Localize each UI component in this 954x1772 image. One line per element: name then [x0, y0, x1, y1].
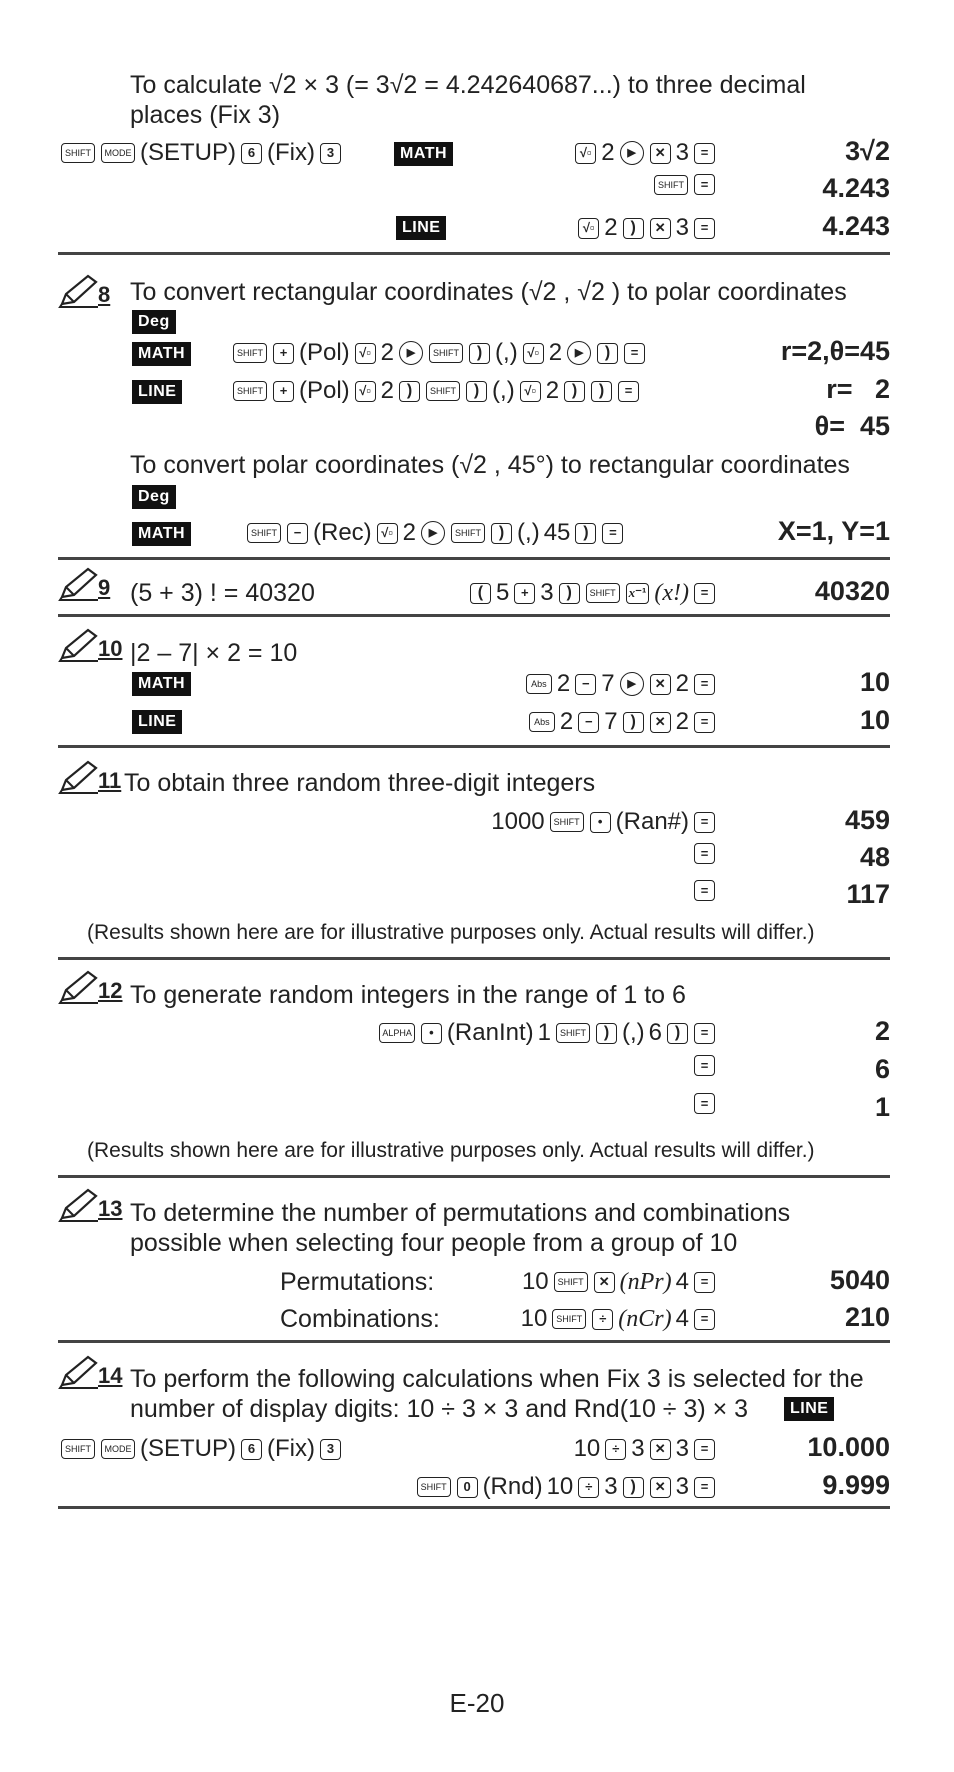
comma-label: (,) — [492, 377, 515, 404]
setup-label: (SETUP) — [140, 139, 236, 166]
minus-key: − — [287, 523, 308, 544]
right-arrow-key: ▶ — [620, 672, 644, 696]
ranint-note: (Results shown here are for illustrative purposes only. Actual results will differ.) — [87, 1139, 815, 1162]
equals-key: = — [694, 1477, 715, 1498]
multiply-key: ✕ — [650, 674, 671, 695]
pencil-icon — [58, 1188, 98, 1222]
shift-key: SHIFT — [586, 583, 620, 603]
line-mode-tag: LINE — [396, 216, 446, 240]
example-number: 12 — [98, 978, 123, 1003]
divide-key: ÷ — [592, 1309, 613, 1330]
section-divider — [58, 252, 890, 255]
equals-key: = — [694, 1023, 715, 1044]
plus-key: + — [273, 381, 294, 402]
close-paren-key: ) — [575, 523, 596, 544]
three-key: 3 — [320, 1439, 341, 1460]
example-14-line1: To perform the following calculations when Fix 3 is selected for the — [130, 1365, 864, 1393]
equals-key: = — [694, 843, 715, 864]
intro-result-3: 4.243 — [822, 211, 890, 241]
ranint-sequence: ALPHA • (RanInt) 1 SHIFT ) (,) 6 ) = — [378, 1017, 716, 1049]
equals-key: = — [694, 218, 715, 239]
section-divider — [58, 557, 890, 560]
permutations-label: Permutations: — [280, 1268, 435, 1296]
fix-setup-sequence — [60, 1433, 342, 1465]
rnd-label: (Rnd) — [482, 1473, 543, 1500]
six-key: 6 — [241, 1439, 262, 1460]
multiply-key: ✕ — [650, 1477, 671, 1498]
shift-key: SHIFT — [247, 523, 281, 543]
example-number: 13 — [98, 1196, 123, 1221]
example-13-line1: To determine the number of permutations and combinations — [130, 1199, 791, 1227]
pol-line-sequence: SHIFT + (Pol) √▫ 2 ) SHIFT ) (,) √▫ 2 ) ) = — [232, 375, 640, 407]
sqrt-key: √▫ — [575, 143, 596, 164]
shift-key: SHIFT — [233, 381, 267, 401]
shift-key: SHIFT — [417, 1477, 451, 1497]
intro-shift-equals — [653, 174, 716, 195]
combinations-label: Combinations: — [280, 1305, 440, 1333]
equals-key: = — [694, 1309, 715, 1330]
rec-math-sequence: SHIFT − (Rec) √▫ 2 ▶ SHIFT ) (,) 45 ) = — [246, 517, 624, 549]
close-paren-key: ) — [623, 218, 644, 239]
section-divider — [58, 1340, 890, 1343]
abs-key: Abs — [526, 674, 552, 694]
x-inverse-key: x ⁻¹ — [626, 583, 650, 604]
equals-key: = — [602, 523, 623, 544]
close-paren-key: ) — [559, 583, 580, 604]
intro-setup-sequence — [60, 137, 342, 169]
ranint-repeat-1 — [693, 1055, 716, 1076]
ranint-result-1: 2 — [874, 1016, 890, 1046]
minus-key: − — [578, 712, 599, 733]
close-paren-key: ) — [591, 381, 612, 402]
intro-line2: places (Fix 3) — [130, 101, 281, 129]
shift-key: SHIFT — [554, 1272, 588, 1292]
comma-label: (,) — [517, 519, 540, 546]
factorial-sequence: ( 5 + 3 ) SHIFT x ⁻¹ (x!) = — [469, 577, 716, 609]
pol-line-result-theta: θ= 45 — [814, 411, 890, 441]
multiply-key: ✕ — [650, 143, 671, 164]
intro-line-sequence: √▫ 2 ) ✕ 3 = — [577, 212, 716, 244]
pencil-icon — [58, 970, 98, 1004]
equals-key: = — [694, 712, 715, 733]
ranint-repeat-2 — [693, 1093, 716, 1114]
abs-math-sequence: Abs 2 − 7 ▶ ✕ 2 = — [525, 668, 716, 700]
close-paren-key: ) — [596, 1023, 617, 1044]
fix-calc-sequence: 10 ÷ 3 ✕ 3 = — [574, 1433, 716, 1465]
example-12-marker — [58, 970, 122, 1004]
line-mode-tag: LINE — [784, 1397, 834, 1421]
example-number: 10 — [98, 636, 123, 661]
fix-label: (Fix) — [267, 139, 315, 166]
math-mode-tag: MATH — [394, 142, 453, 166]
pencil-icon — [58, 1355, 98, 1389]
fix-calc-result: 10.000 — [807, 1432, 890, 1462]
sqrt-key: √▫ — [520, 381, 541, 402]
pol-math-result: r=2,θ=45 — [780, 336, 890, 366]
six-key: 6 — [241, 143, 262, 164]
shift-key: SHIFT — [61, 1439, 95, 1459]
equals-key: = — [694, 880, 715, 901]
ran-result-1: 459 — [844, 805, 890, 835]
shift-key: SHIFT — [429, 343, 463, 363]
ranint-result-2: 6 — [874, 1054, 890, 1084]
equals-key: = — [694, 1055, 715, 1076]
pencil-icon — [58, 567, 98, 601]
pencil-icon — [58, 628, 98, 662]
section-divider — [58, 745, 890, 748]
line-mode-tag: LINE — [132, 380, 182, 404]
intro-line1: To calculate √2 × 3 (= 3√2 = 4.242640687...) to three decimal — [130, 71, 806, 99]
multiply-key: ✕ — [650, 218, 671, 239]
close-paren-key: ) — [491, 523, 512, 544]
multiply-key: ✕ — [594, 1272, 615, 1293]
math-mode-tag: MATH — [132, 672, 191, 696]
sqrt-key: √▫ — [377, 523, 398, 544]
equals-key: = — [694, 674, 715, 695]
deg-mode-tag: Deg — [132, 310, 176, 334]
open-paren-key: ( — [470, 583, 491, 604]
equals-key: = — [694, 1439, 715, 1460]
example-8-marker — [58, 274, 110, 308]
setup-label: (SETUP) — [140, 1435, 236, 1462]
example-13-line2: possible when selecting four people from a group of 10 — [130, 1229, 738, 1257]
permutations-result: 5040 — [829, 1265, 890, 1295]
deg-mode-tag: Deg — [132, 485, 176, 509]
abs-line-sequence: Abs 2 − 7 ) ✕ 2 = — [528, 706, 716, 738]
zero-key: 0 — [457, 1477, 478, 1498]
abs-key: Abs — [529, 712, 555, 732]
plus-key: + — [514, 583, 535, 604]
ncr-sequence: 10 SHIFT ÷ (nCr) 4 = — [521, 1303, 716, 1335]
math-mode-tag: MATH — [132, 342, 191, 366]
divide-key: ÷ — [605, 1439, 626, 1460]
close-paren-key: ) — [623, 712, 644, 733]
equals-key: = — [694, 143, 715, 164]
ran-result-3: 117 — [846, 879, 890, 909]
example-number: 9 — [98, 575, 111, 600]
equals-key: = — [618, 381, 639, 402]
close-paren-key: ) — [564, 381, 585, 402]
pol-label: (Pol) — [299, 339, 350, 366]
shift-key: SHIFT — [233, 343, 267, 363]
dot-key: • — [421, 1023, 442, 1044]
close-paren-key: ) — [469, 343, 490, 364]
equals-key: = — [694, 1093, 715, 1114]
intro-math-sequence: √▫ 2 ▶ ✕ 3 = — [574, 137, 716, 169]
pol-label: (Pol) — [299, 377, 350, 404]
example-11-marker — [58, 760, 121, 794]
shift-key: SHIFT — [61, 143, 95, 163]
example-9-marker — [58, 567, 110, 601]
section-divider — [58, 1175, 890, 1178]
close-paren-key: ) — [597, 343, 618, 364]
factorial-result: 40320 — [814, 576, 890, 606]
line-mode-tag: LINE — [132, 710, 182, 734]
minus-key: − — [575, 674, 596, 695]
example-number: 8 — [98, 282, 111, 307]
example-14-line2: number of display digits: 10 ÷ 3 × 3 and Rnd(10 ÷ 3) × 3 — [130, 1395, 749, 1423]
ran-result-2: 48 — [859, 842, 890, 872]
mode-key: MODE — [101, 1439, 135, 1459]
shift-key: SHIFT — [426, 381, 460, 401]
right-arrow-key: ▶ — [421, 521, 445, 545]
comma-label: (,) — [495, 339, 518, 366]
shift-key: SHIFT — [550, 812, 584, 832]
abs-math-result: 10 — [859, 667, 890, 697]
section-divider — [58, 1506, 890, 1509]
ranint-label: (RanInt) — [446, 1019, 534, 1046]
fix-label: (Fix) — [267, 1435, 315, 1462]
combinations-result: 210 — [844, 1302, 890, 1332]
shift-key: SHIFT — [552, 1309, 586, 1329]
factorial-label: (x!) — [654, 580, 689, 606]
close-paren-key: ) — [667, 1023, 688, 1044]
example-number: 14 — [98, 1363, 123, 1388]
sqrt-key: √▫ — [578, 218, 599, 239]
intro-result-1: 3√2 — [845, 136, 890, 166]
example-13-marker — [58, 1188, 122, 1222]
equals-key: = — [694, 1272, 715, 1293]
shift-key: SHIFT — [556, 1023, 590, 1043]
rnd-sequence: SHIFT 0 (Rnd) 10 ÷ 3 ) ✕ 3 = — [416, 1471, 716, 1503]
ranint-result-3: 1 — [874, 1092, 890, 1122]
example-12-title: To generate random integers in the range of 1 to 6 — [130, 981, 686, 1009]
close-paren-key: ) — [466, 381, 487, 402]
divide-key: ÷ — [578, 1477, 599, 1498]
mode-key: MODE — [101, 143, 135, 163]
example-number: 11 — [98, 768, 122, 793]
section-divider — [58, 957, 890, 960]
close-paren-key: ) — [623, 1477, 644, 1498]
ran-repeat-2 — [693, 880, 716, 901]
example-14-marker — [58, 1355, 122, 1389]
dot-key: • — [590, 812, 611, 833]
math-mode-tag: MATH — [132, 522, 191, 546]
shift-key: SHIFT — [451, 523, 485, 543]
three-key: 3 — [320, 143, 341, 164]
example-9-title: (5 + 3) ! = 40320 — [130, 579, 315, 607]
sqrt-key: √▫ — [355, 381, 376, 402]
npr-sequence: 10 SHIFT ✕ (nPr) 4 = — [522, 1266, 716, 1298]
pencil-icon — [58, 274, 98, 308]
equals-key: = — [694, 583, 715, 604]
alpha-key: ALPHA — [379, 1023, 415, 1043]
ran-sequence: 1000 SHIFT • (Ran#) = — [491, 806, 716, 838]
pol-math-sequence: SHIFT + (Pol) √▫ 2 ▶ SHIFT ) (,) √▫ 2 ▶ ) = — [232, 337, 646, 369]
rec-label: (Rec) — [313, 519, 372, 546]
multiply-key: ✕ — [650, 712, 671, 733]
example-10-title: |2 – 7| × 2 = 10 — [130, 639, 298, 667]
ncr-label: (nCr) — [618, 1306, 672, 1332]
equals-key: = — [694, 812, 715, 833]
sqrt-key: √▫ — [523, 343, 544, 364]
comma-label: (,) — [621, 1019, 645, 1046]
ran-repeat-1 — [693, 843, 716, 864]
right-arrow-key: ▶ — [620, 141, 644, 165]
intro-result-2: 4.243 — [822, 173, 890, 203]
example-10-marker — [58, 628, 122, 662]
sqrt-key: √▫ — [355, 343, 376, 364]
pol-line-result-r: r= 2 — [826, 374, 890, 404]
pencil-icon — [58, 760, 98, 794]
equals-key: = — [694, 174, 715, 195]
close-paren-key: ) — [399, 381, 420, 402]
example-8-title-2: To convert polar coordinates (√2 , 45°) to rectangular coordinates — [130, 451, 850, 479]
equals-key: = — [624, 343, 645, 364]
right-arrow-key: ▶ — [399, 341, 423, 365]
shift-key: SHIFT — [654, 175, 688, 195]
multiply-key: ✕ — [650, 1439, 671, 1460]
npr-label: (nPr) — [619, 1269, 672, 1295]
section-divider — [58, 614, 890, 617]
example-8-title: To convert rectangular coordinates (√2 , √2 ) to polar coordinates — [130, 278, 847, 306]
example-11-title: To obtain three random three-digit integers — [124, 769, 596, 797]
rec-math-result: X=1, Y=1 — [777, 516, 890, 546]
ran-label: (Ran#) — [615, 808, 689, 835]
right-arrow-key: ▶ — [567, 341, 591, 365]
rnd-result: 9.999 — [822, 1470, 890, 1500]
ran-note: (Results shown here are for illustrative purposes only. Actual results will differ.) — [87, 921, 815, 944]
page-number: E-20 — [449, 1688, 505, 1718]
plus-key: + — [273, 343, 294, 364]
abs-line-result: 10 — [859, 705, 890, 735]
